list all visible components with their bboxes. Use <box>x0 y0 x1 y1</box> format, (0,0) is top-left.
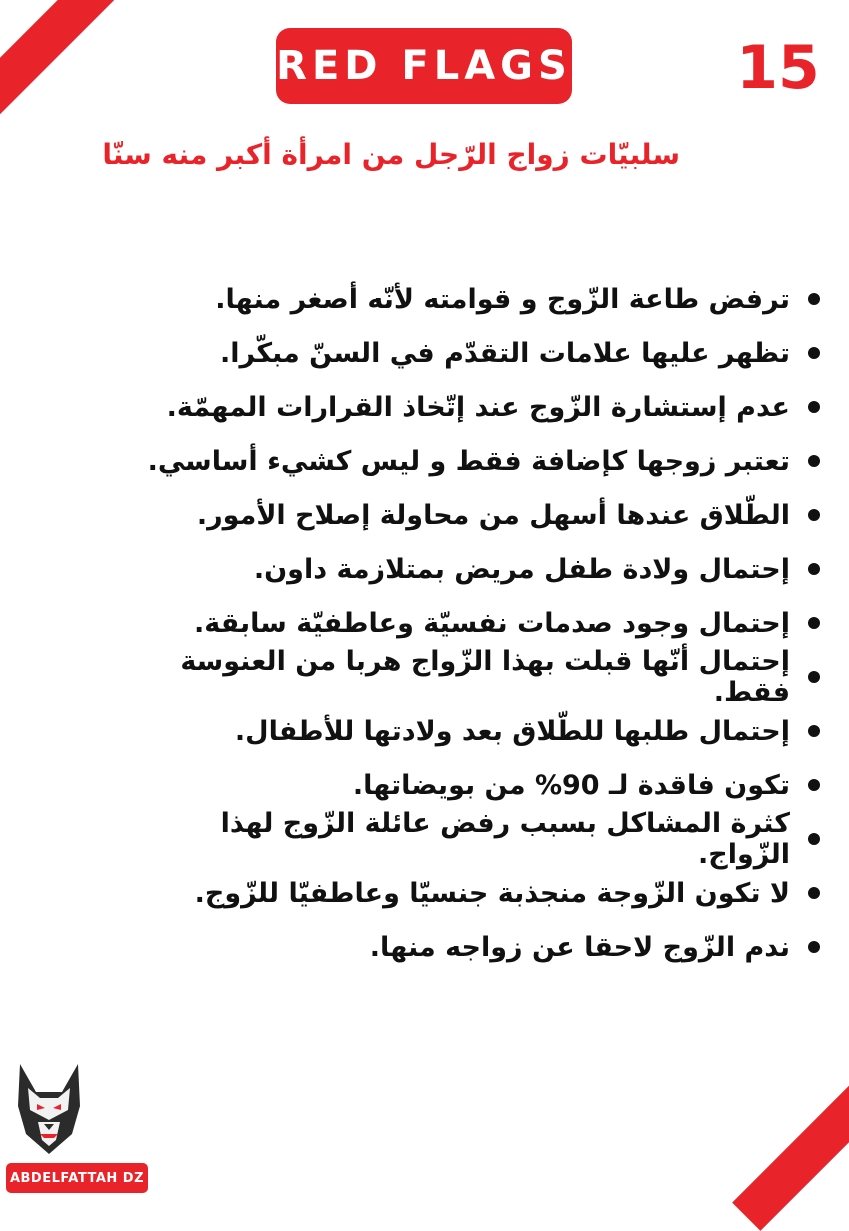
list-item-text: إحتمال طلبها للطّلاق بعد ولادتها للأطفال. <box>234 715 790 747</box>
list-item-text: عدم إستشارة الزّوج عند إتّخاذ القرارات المهمّة. <box>166 391 790 423</box>
corner-stripe-bottom-right <box>732 1061 849 1231</box>
list-item-text: ترفض طاعة الزّوج و قوامته لأنّه أصغر منها. <box>215 283 790 315</box>
corner-stripe-top-left <box>0 0 117 139</box>
bullet-icon <box>808 455 820 467</box>
bullet-icon <box>808 347 820 359</box>
red-flags-badge <box>276 28 572 104</box>
badge-label: RED FLAGS <box>276 43 572 89</box>
page-subtitle: سلبيّات زواج الرّجل من امرأة أكبر منه سنّا <box>102 138 680 171</box>
list-item <box>120 326 820 380</box>
list-item <box>120 808 820 870</box>
list-item-text: تعتبر زوجها كإضافة فقط و ليس كشيء أساسي. <box>147 445 790 477</box>
list-item-text: الطّلاق عندها أسهل من محاولة إصلاح الأمور. <box>196 499 790 531</box>
list-item <box>120 434 820 488</box>
bullet-icon <box>808 509 820 521</box>
list-item <box>120 380 820 434</box>
list-item <box>120 542 820 596</box>
red-flags-list <box>120 272 820 974</box>
bullet-icon <box>808 779 820 791</box>
list-item <box>120 488 820 542</box>
list-item <box>120 758 820 812</box>
bullet-icon <box>808 293 820 305</box>
list-item-text: إحتمال أنّها قبلت بهذا الزّواج هربا من العنوسة فقط. <box>180 646 790 708</box>
list-item <box>120 596 820 650</box>
bullet-icon <box>808 671 820 683</box>
brand-name: ABDELFATTAH DZ <box>9 1170 145 1186</box>
bullet-icon <box>808 725 820 737</box>
wolf-head-icon <box>10 1058 88 1158</box>
list-item <box>120 646 820 708</box>
list-item <box>120 920 820 974</box>
page-number: 15 <box>736 33 820 103</box>
list-item-text: تظهر عليها علامات التقدّم في السنّ مبكّرا. <box>220 337 790 369</box>
list-item <box>120 272 820 326</box>
list-item-text: إحتمال وجود صدمات نفسيّة وعاطفيّة سابقة. <box>193 607 790 639</box>
list-item-text: كثرة المشاكل بسبب رفض عائلة الزّوج لهذا الزّواج. <box>220 808 790 870</box>
list-item-text: لا تكون الزّوجة منجذبة جنسيّا وعاطفيّا للزّوج. <box>194 877 790 909</box>
bullet-icon <box>808 401 820 413</box>
bullet-icon <box>808 833 820 845</box>
list-item-text: ندم الزّوج لاحقا عن زواجه منها. <box>369 931 790 963</box>
bullet-icon <box>808 563 820 575</box>
brand-label <box>6 1163 148 1193</box>
list-item <box>120 704 820 758</box>
list-item-text: تكون فاقدة لـ 90% من بويضاتها. <box>352 769 790 801</box>
list-item-text: إحتمال ولادة طفل مريض بمتلازمة داون. <box>253 553 790 585</box>
bullet-icon <box>808 617 820 629</box>
bullet-icon <box>808 887 820 899</box>
list-item <box>120 866 820 920</box>
bullet-icon <box>808 941 820 953</box>
